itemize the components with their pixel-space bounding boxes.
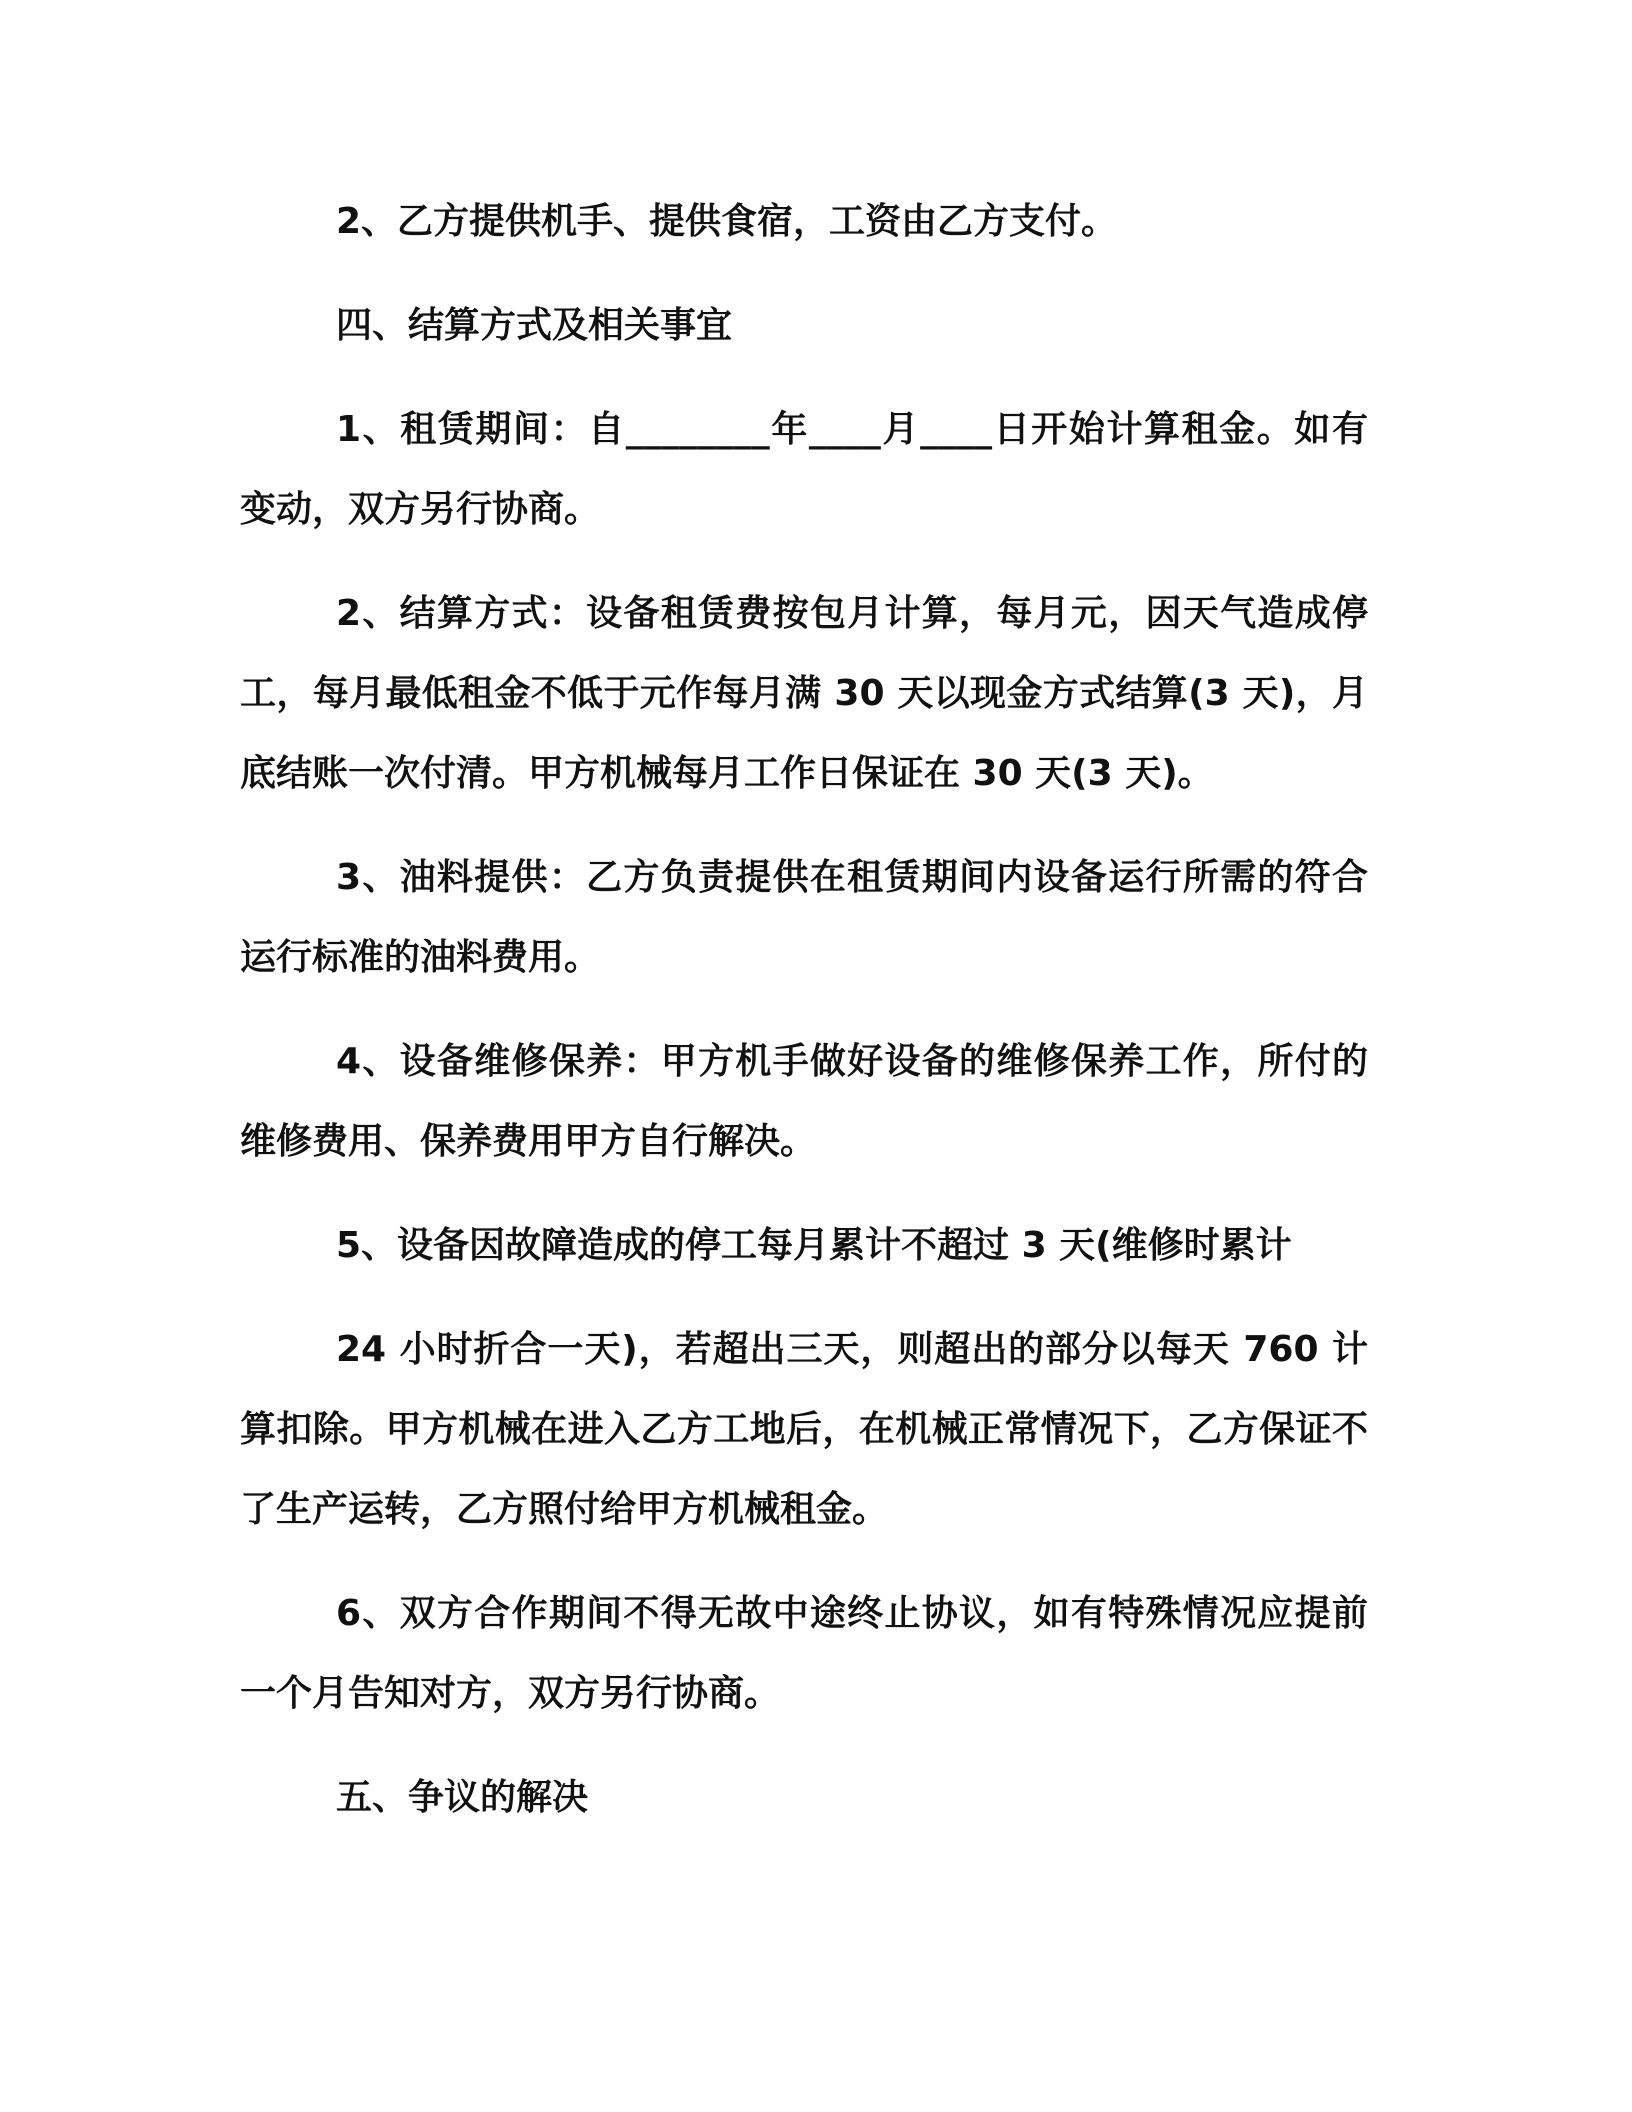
paragraph-fuel-supply: 3、油料提供：乙方负责提供在租赁期间内设备运行所需的符合运行标准的油料费用。 — [240, 857, 1368, 978]
section-heading-dispute: 五、争议的解决 — [336, 1777, 589, 1818]
document-body — [240, 182, 1368, 1862]
paragraph-downtime-continued: 24 小时折合一天)，若超出三天，则超出的部分以每天 760 计算扣除。甲方机械在进入乙方工地后，在机械正常情况下，乙方保证不了生产运转，乙方照付给甲方机械租金。 — [240, 1329, 1368, 1530]
paragraph-lease-period: 1、租赁期间：自________年____月____日开始计算租金。如有变动，双方另行协商。 — [240, 409, 1368, 530]
paragraph-settlement-method: 2、结算方式：设备租赁费按包月计算，每月元，因天气造成停工，每月最低租金不低于元作每月满 30 天以现金方式结算(3 天)，月底结账一次付清。甲方机械每月工作日保证在 30 天(3 天)。 — [240, 593, 1368, 794]
section-heading-settlement: 四、结算方式及相关事宜 — [336, 305, 733, 346]
paragraph-downtime: 5、设备因故障造成的停工每月累计不超过 3 天(维修时累计 — [336, 1225, 1292, 1266]
paragraph-termination: 6、双方合作期间不得无故中途终止协议，如有特殊情况应提前一个月告知对方，双方另行协商。 — [240, 1593, 1368, 1714]
paragraph-item-2-meals: 2、乙方提供机手、提供食宿，工资由乙方支付。 — [336, 201, 1118, 242]
paragraph-maintenance: 4、设备维修保养：甲方机手做好设备的维修保养工作，所付的维修费用、保养费用甲方自行解决。 — [240, 1041, 1368, 1162]
